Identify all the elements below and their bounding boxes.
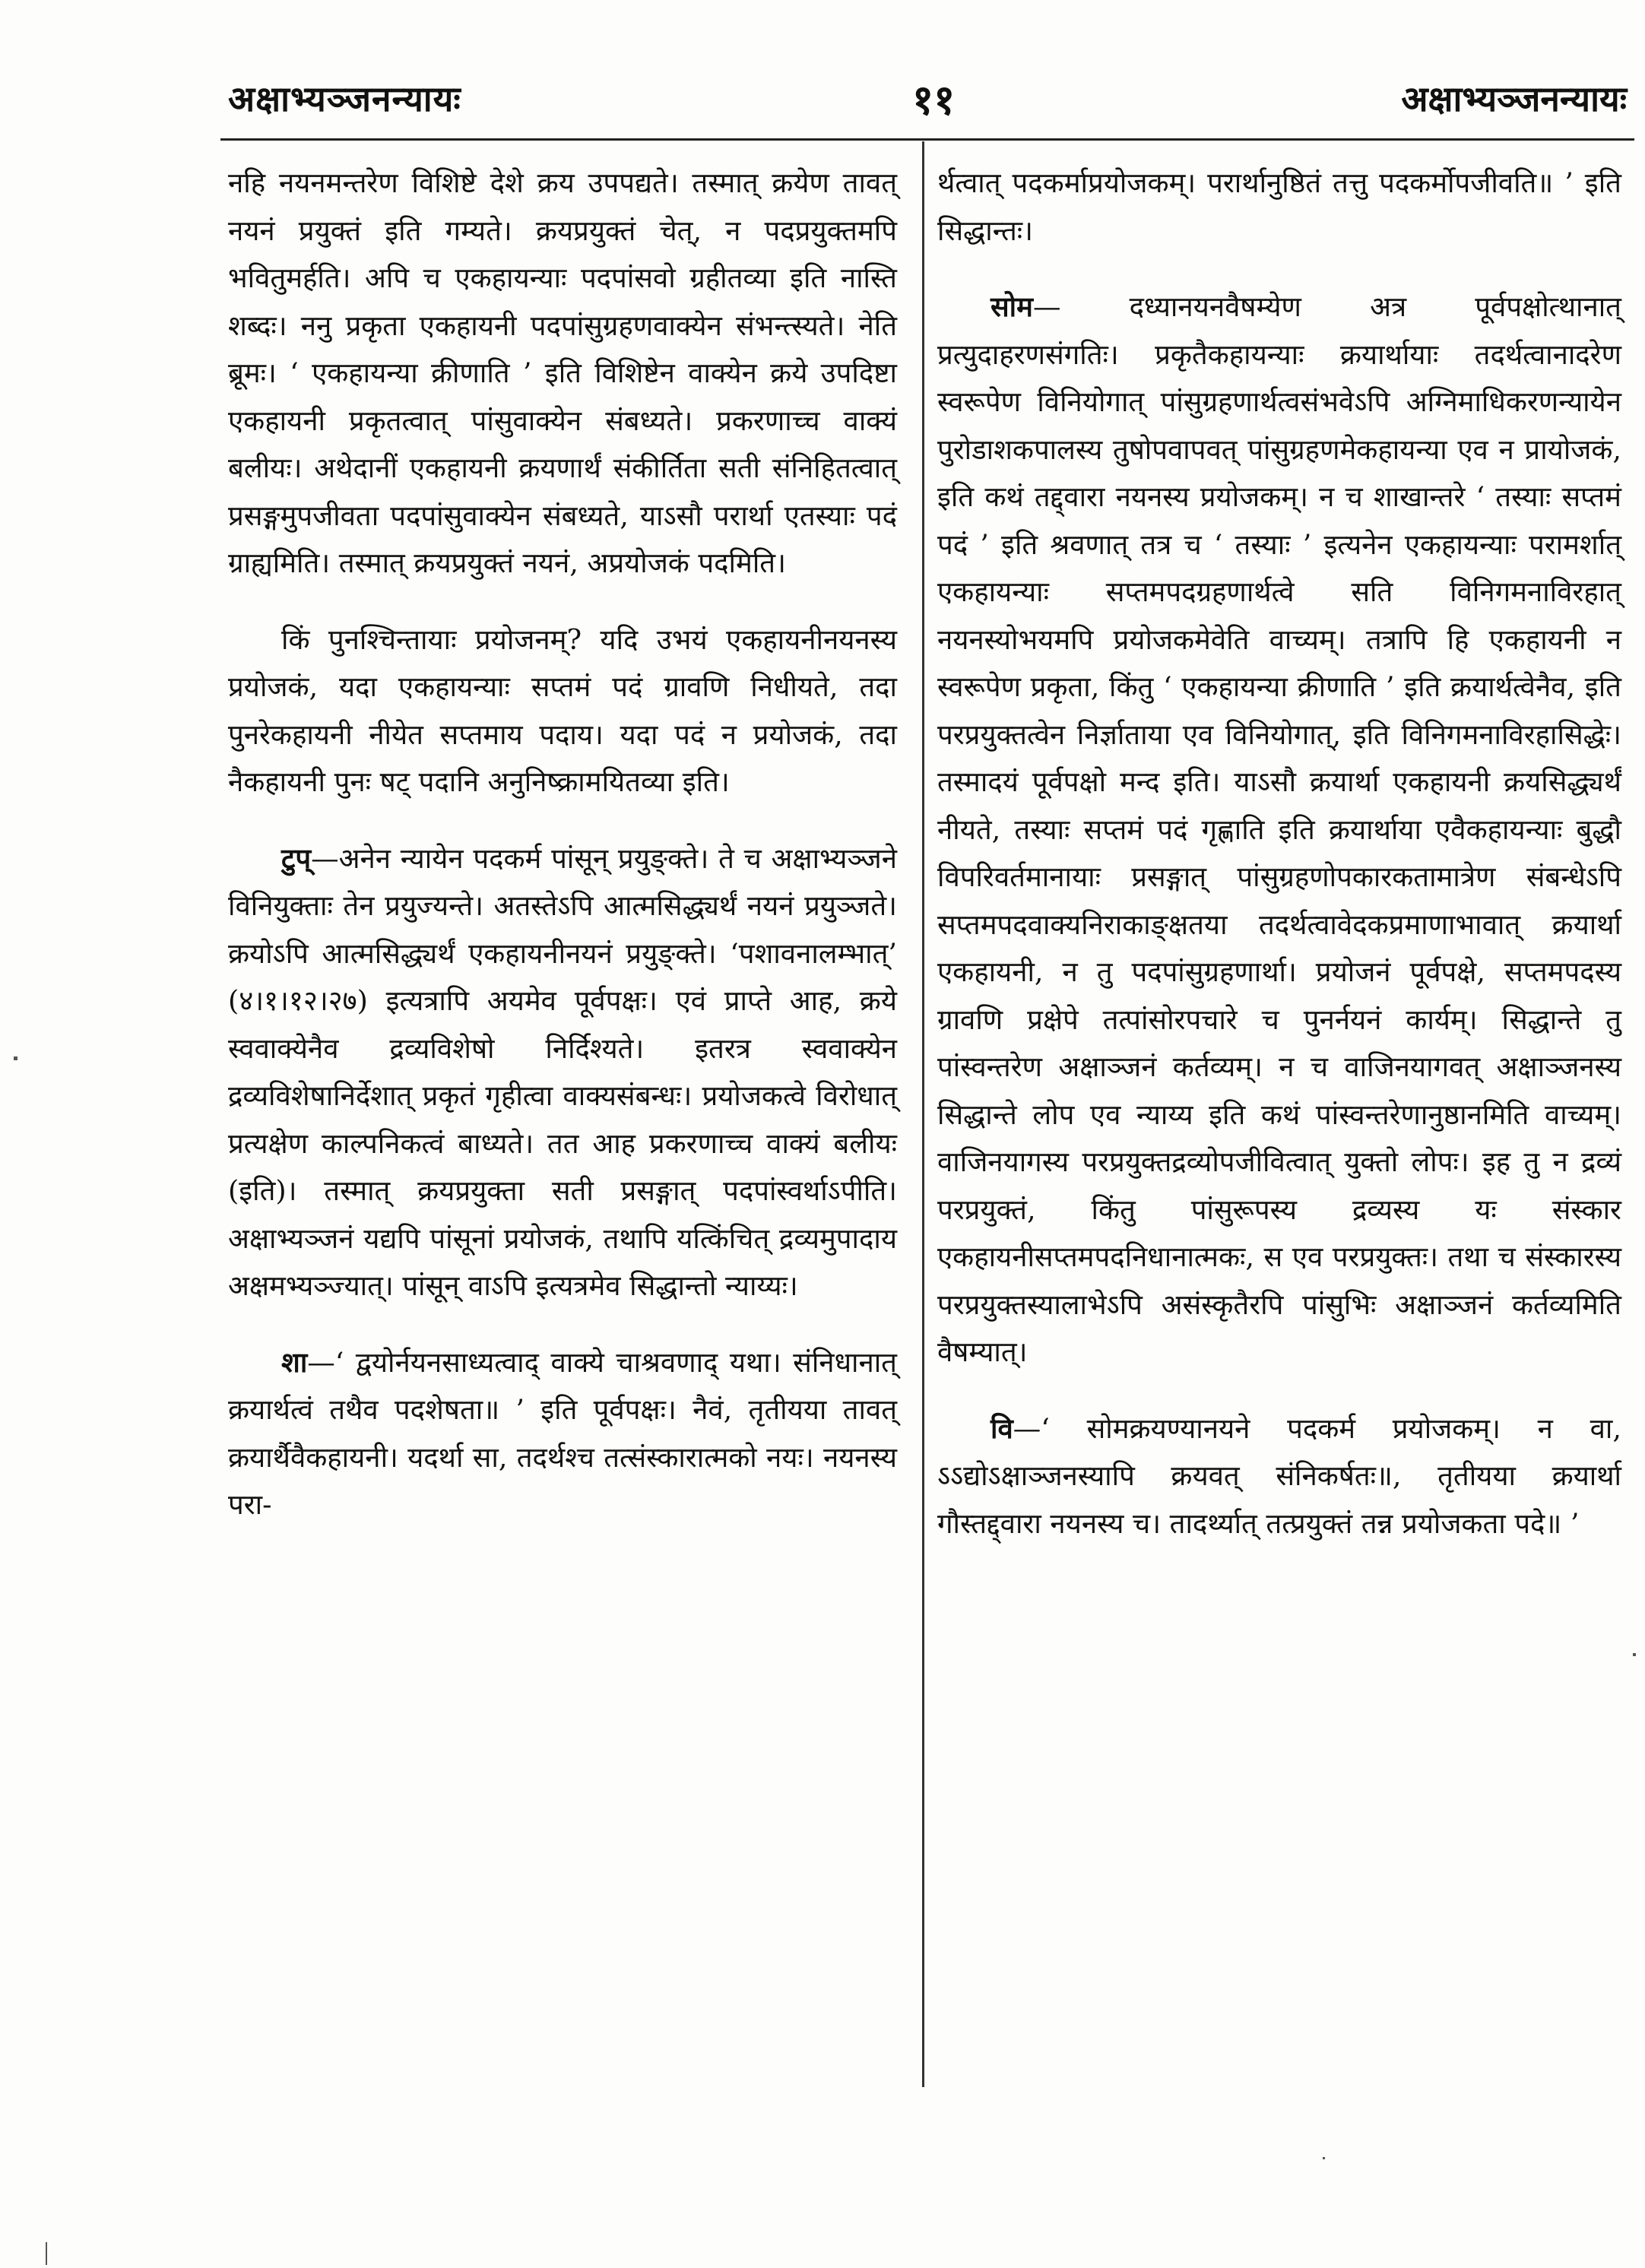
paragraph <box>228 160 897 588</box>
column-divider <box>922 141 924 2087</box>
paragraph-text: किं पुनश्चिन्तायाः प्रयोजनम्? यदि उभयं एकहायनीनयनस्य प्रयोजकं, यदा एकहायन्याः सप्तमं पदं ग्रावणि निधीयते, तदा पुनरेकहायनी नीयेत सप्तमाय पदाय। यदा पदं न प्रयोजकं, तदा नैकहायनी पुनः षट् पदानि अनुनिष्क्रामयितव्या इति। <box>228 622 897 798</box>
paragraph-text: नहि नयनमन्तरेण विशिष्टे देशे क्रय उपपद्यते। तस्मात् क्रयेण तावत् नयनं प्रयुक्तं इति गम्यते। क्रयप्रयुक्तं चेत्, न पदप्रयुक्तमपि भवितुमर्हति। अपि च एकहायन्याः पदपांसवो ग्रहीतव्या इति नास्ति शब्दः। ननु प्रकृता एकहायनी पदपांसुग्रहणवाक्येन संभन्त्स्यते। नेति ब्रूमः। ‘ एकहायन्या क्रीणाति ’ इति विशिष्टेन वाक्येन क्रये उपदिष्टा एकहायनी प्रकृतत्वात् पांसुवाक्येन संबध्यते। प्रकरणाच्च वाक्यं बलीयः। अथेदानीं एकहायनी क्रयणार्थं संकीर्तिता सती संनिहितत्वात् प्रसङ्गमुपजीवता पदपांसुवाक्येन संबध्यते, याऽसौ परार्था एतस्याः पदं ग्राह्यमिति। तस्मात् क्रयप्रयुक्तं नयनं, अप्रयोजकं पदमिति। <box>228 166 897 579</box>
commentator-name: सोम <box>990 290 1033 323</box>
paragraph-text: —‘ द्वयोर्नयनसाध्यत्वाद् वाक्ये चाश्रवणाद् यथा। संनिधानात् क्रयार्थत्वं तथैव पदशेषता॥ ’ इति पूर्वपक्षः। नैवं, तृतीयया तावत् क्रयार्थैवैकहायनी। यदर्था सा, तदर्थश्च तत्संस्कारात्मको नयः। नयनस्य परा- <box>228 1345 897 1521</box>
scan-speck <box>1633 1653 1636 1656</box>
paragraph <box>228 616 897 806</box>
header-right-title: अक्षाभ्यञ्जनन्यायः <box>1401 78 1627 119</box>
left-column <box>228 160 897 1558</box>
paragraph <box>937 284 1621 1376</box>
paragraph <box>228 835 897 1310</box>
paragraph-text: — दध्यानयनवैषम्येण अत्र पूर्वपक्षोत्थानात् प्रत्युदाहरणसंगतिः। प्रकृतैकहायन्याः क्रयार्थायाः तदर्थत्वानादरेण स्वरूपेण विनियोगात् पांसुग्रहणार्थत्वसंभवेऽपि अग्निमाधिकरणन्यायेन पुरोडाशकपालस्य तुषोपवापवत् पांसुग्रहणमेकहायन्या एव न प्रायोजकं, इति कथं तद्द्वारा नयनस्य प्रयोजकम्। न च शाखान्तरे ‘ तस्याः सप्तमं पदं ’ इति श्रवणात् तत्र च ‘ तस्याः ’ इत्यनेन एकहायन्याः परामर्शात् एकहायन्याः सप्तमपदग्रहणार्थत्वे सति विनिगमनाविरहात् नयनस्योभयमपि प्रयोजकमेवेति वाच्यम्। तत्रापि हि एकहायनी न स्वरूपेण प्रकृता, किंतु ‘ एकहायन्या क्रीणाति ’ इति क्रयार्थत्वेनैव, इति परप्रयुक्तत्वेन निर्ज्ञाताया एव विनियोगात्, इति विनिगमनाविरहासिद्धेः। तस्मादयं पूर्वपक्षो मन्द इति। याऽसौ क्रयार्था एकहायनी क्रयसिद्ध्यर्थं नीयते, तस्याः सप्तमं पदं गृह्णाति इति क्रयार्थाया एवैकहायन्याः बुद्धौ विपरिवर्तमानायाः प्रसङ्गात् पांसुग्रहणोपकारकतामात्रेण संबन्धेऽपि सप्तमपदवाक्यनिराकाङ्क्षतया तदर्थत्वावेदकप्रमाणाभावात् क्रयार्था एकहायनी, न तु पदपांसुग्रहणार्था। प्रयोजनं पूर्वपक्षे, सप्तमपदस्य ग्रावणि प्रक्षेपे तत्पांसोरपचारे च पुनर्नयनं कार्यम्। सिद्धान्ते तु पांस्वन्तरेण अक्षाञ्जनं कर्तव्यम्। न च वाजिनयागवत् अक्षाञ्जनस्य सिद्धान्ते लोप एव न्याय्य इति कथं पांस्वन्तरेणानुष्ठानमिति वाच्यम्। वाजिनयागस्य परप्रयुक्तद्रव्योपजीवित्वात् युक्तो लोपः। इह तु न द्रव्यं परप्रयुक्तं, किंतु पांसुरूपस्य द्रव्यस्य यः संस्कार एकहायनीसप्तमपदनिधानात्मकः, स एव परप्रयुक्तः। तथा च संस्कारस्य परप्रयुक्तस्यालाभेऽपि असंस्कृतैरपि पांसुभिः अक्षाञ्जनं कर्तव्यमिति वैषम्यात्। <box>937 290 1621 1368</box>
commentator-name: टुप् <box>281 841 312 875</box>
scan-speck <box>46 2242 47 2265</box>
paragraph-text: र्थत्वात् पदकर्माप्रयोजकम्। परार्थानुष्ठितं तत्तु पदकर्मोपजीवति॥ ’ इति सिद्धान्तः। <box>937 166 1621 247</box>
running-header <box>228 70 1627 131</box>
scan-speck <box>1323 2157 1325 2159</box>
paragraph <box>937 160 1621 255</box>
header-rule <box>220 138 1634 141</box>
paragraph-text: —‘ सोमक्रयण्यानयने पदकर्म प्रयोजकम्। न वा, ऽऽद्योऽक्षाञ्जनस्यापि क्रयवत् संनिकर्षतः॥, तृतीयया क्रयार्था गौस्तद्द्वारा नयनस्य च। तादर्थ्यात् तत्प्रयुक्तं तन्न प्रयोजकता पदे॥ ’ <box>937 1411 1621 1540</box>
commentator-name: शा <box>281 1345 308 1379</box>
commentator-name: वि <box>990 1411 1013 1445</box>
paragraph <box>228 1339 897 1529</box>
paragraph-text: —अनेन न्यायेन पदकर्म पांसून् प्रयुङ्क्ते। ते च अक्षाभ्यञ्जने विनियुक्ताः तेन प्रयुज्यन्ते। अतस्तेऽपि आत्मसिद्ध्यर्थं नयनं प्रयुञ्जते। क्रयोऽपि आत्मसिद्ध्यर्थं एकहायनीनयनं प्रयुङ्क्ते। ‘पशावनालम्भात्’ (४।१।१२।२७) इत्यत्रापि अयमेव पूर्वपक्षः। एवं प्राप्ते आह, क्रये स्ववाक्येनैव द्रव्यविशेषो निर्दिश्यते। इतरत्र स्ववाक्येन द्रव्यविशेषानिर्देशात् प्रकृतं गृहीत्वा वाक्यसंबन्धः। प्रयोजकत्वे विरोधात् प्रत्यक्षेण काल्पनिकत्वं बाध्यते। तत आह प्रकरणाच्च वाक्यं बलीयः (इति)। तस्मात् क्रयप्रयुक्ता सती प्रसङ्गात् पदपांस्वर्थाऽपीति। अक्षाभ्यञ्जनं यद्यपि पांसूनां प्रयोजकं, तथापि यत्किंचित् द्रव्यमुपादाय अक्षमभ्यञ्ज्यात्। पांसून् वाऽपि इत्यत्रमेव सिद्धान्तो न्याय्यः। <box>228 841 897 1302</box>
paragraph <box>937 1405 1621 1548</box>
page-number: ११ <box>912 75 956 124</box>
scan-speck <box>14 1056 17 1060</box>
header-left-title: अक्षाभ्यञ्जनन्यायः <box>228 78 461 119</box>
right-column <box>937 160 1621 1576</box>
